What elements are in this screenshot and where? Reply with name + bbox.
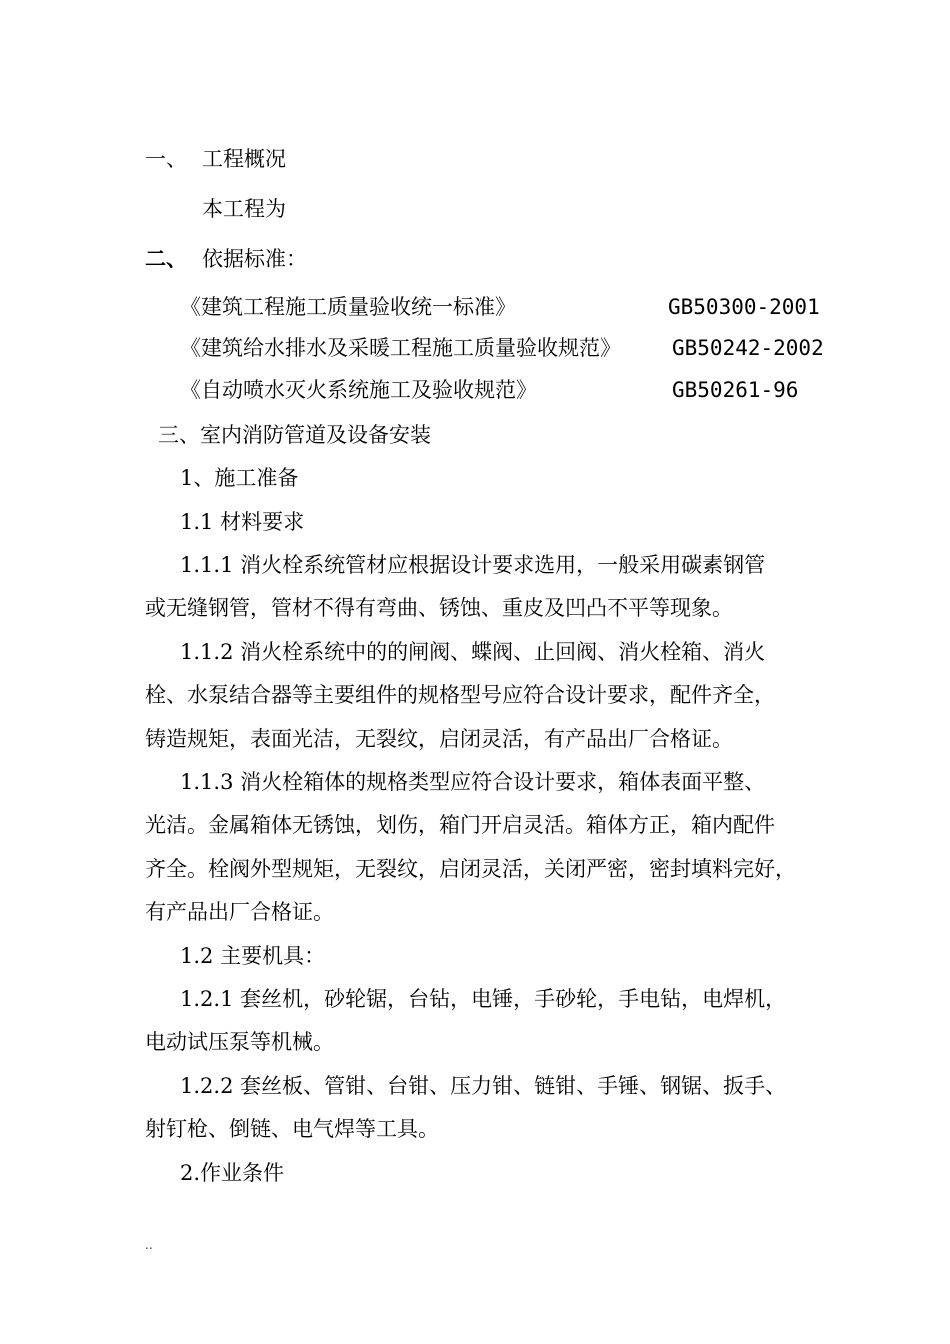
- paragraph-line: 铸造规矩，表面光洁，无裂纹，启闭灵活，有产品出厂合格证。: [145, 727, 733, 751]
- section-1-body: 本工程为: [202, 197, 286, 221]
- standard-code: GB50261-96: [672, 378, 799, 402]
- heading-2: 2.作业条件: [180, 1161, 285, 1185]
- standard-title: 《建筑给水排水及采暖工程施工质量验收规范》: [180, 336, 621, 360]
- footer-mark: ..: [145, 1238, 153, 1252]
- standard-code: GB50242-2002: [672, 336, 824, 360]
- heading-1: 1、施工准备: [180, 466, 299, 490]
- standard-code: GB50300-2001: [668, 295, 820, 319]
- paragraph-line: 1.1.1 消火栓系统管材应根据设计要求选用，一般采用碳素钢管: [180, 553, 766, 577]
- standard-row: [0, 375, 950, 405]
- section-2-number: 二、: [145, 246, 187, 271]
- standard-title: 《建筑工程施工质量验收统一标准》: [180, 295, 516, 319]
- paragraph-line: 或无缝钢管，管材不得有弯曲、锈蚀、重皮及凹凸不平等现象。: [145, 596, 733, 620]
- standard-row: [0, 292, 950, 322]
- paragraph-line: 栓、水泵结合器等主要组件的规格型号应符合设计要求，配件齐全，: [145, 683, 775, 707]
- paragraph-line: 1.1.2 消火栓系统中的的闸阀、蝶阀、止回阀、消火栓箱、消火: [180, 640, 766, 664]
- standard-title: 《自动喷水灭火系统施工及验收规范》: [180, 378, 537, 402]
- heading-1-2: 1.2 主要机具：: [180, 944, 326, 968]
- section-3-title: 三、室内消防管道及设备安装: [158, 423, 431, 447]
- paragraph-line: 有产品出厂合格证。: [145, 900, 334, 924]
- paragraph-line: 1.2.2 套丝板、管钳、台钳、压力钳、链钳、手锤、钢锯、扳手、: [180, 1074, 787, 1098]
- heading-1-1: 1.1 材料要求: [180, 510, 305, 534]
- standard-row: [0, 333, 950, 363]
- paragraph-line: 1.2.1 套丝机，砂轮锯，台钻，电锤，手砂轮，手电钻，电焊机，: [180, 987, 787, 1011]
- section-2-title: 依据标准：: [202, 247, 307, 271]
- paragraph-line: 电动试压泵等机械。: [145, 1030, 334, 1054]
- paragraph-line: 光洁。金属箱体无锈蚀，划伤，箱门开启灵活。箱体方正，箱内配件: [145, 813, 775, 837]
- paragraph-line: 齐全。栓阀外型规矩，无裂纹，启闭灵活，关闭严密，密封填料完好，: [145, 857, 796, 881]
- section-1-title: 工程概况: [202, 147, 286, 171]
- paragraph-line: 1.1.3 消火栓箱体的规格类型应符合设计要求，箱体表面平整、: [180, 770, 766, 794]
- paragraph-line: 射钉枪、倒链、电气焊等工具。: [145, 1117, 439, 1141]
- section-1-number: 一、: [145, 147, 187, 171]
